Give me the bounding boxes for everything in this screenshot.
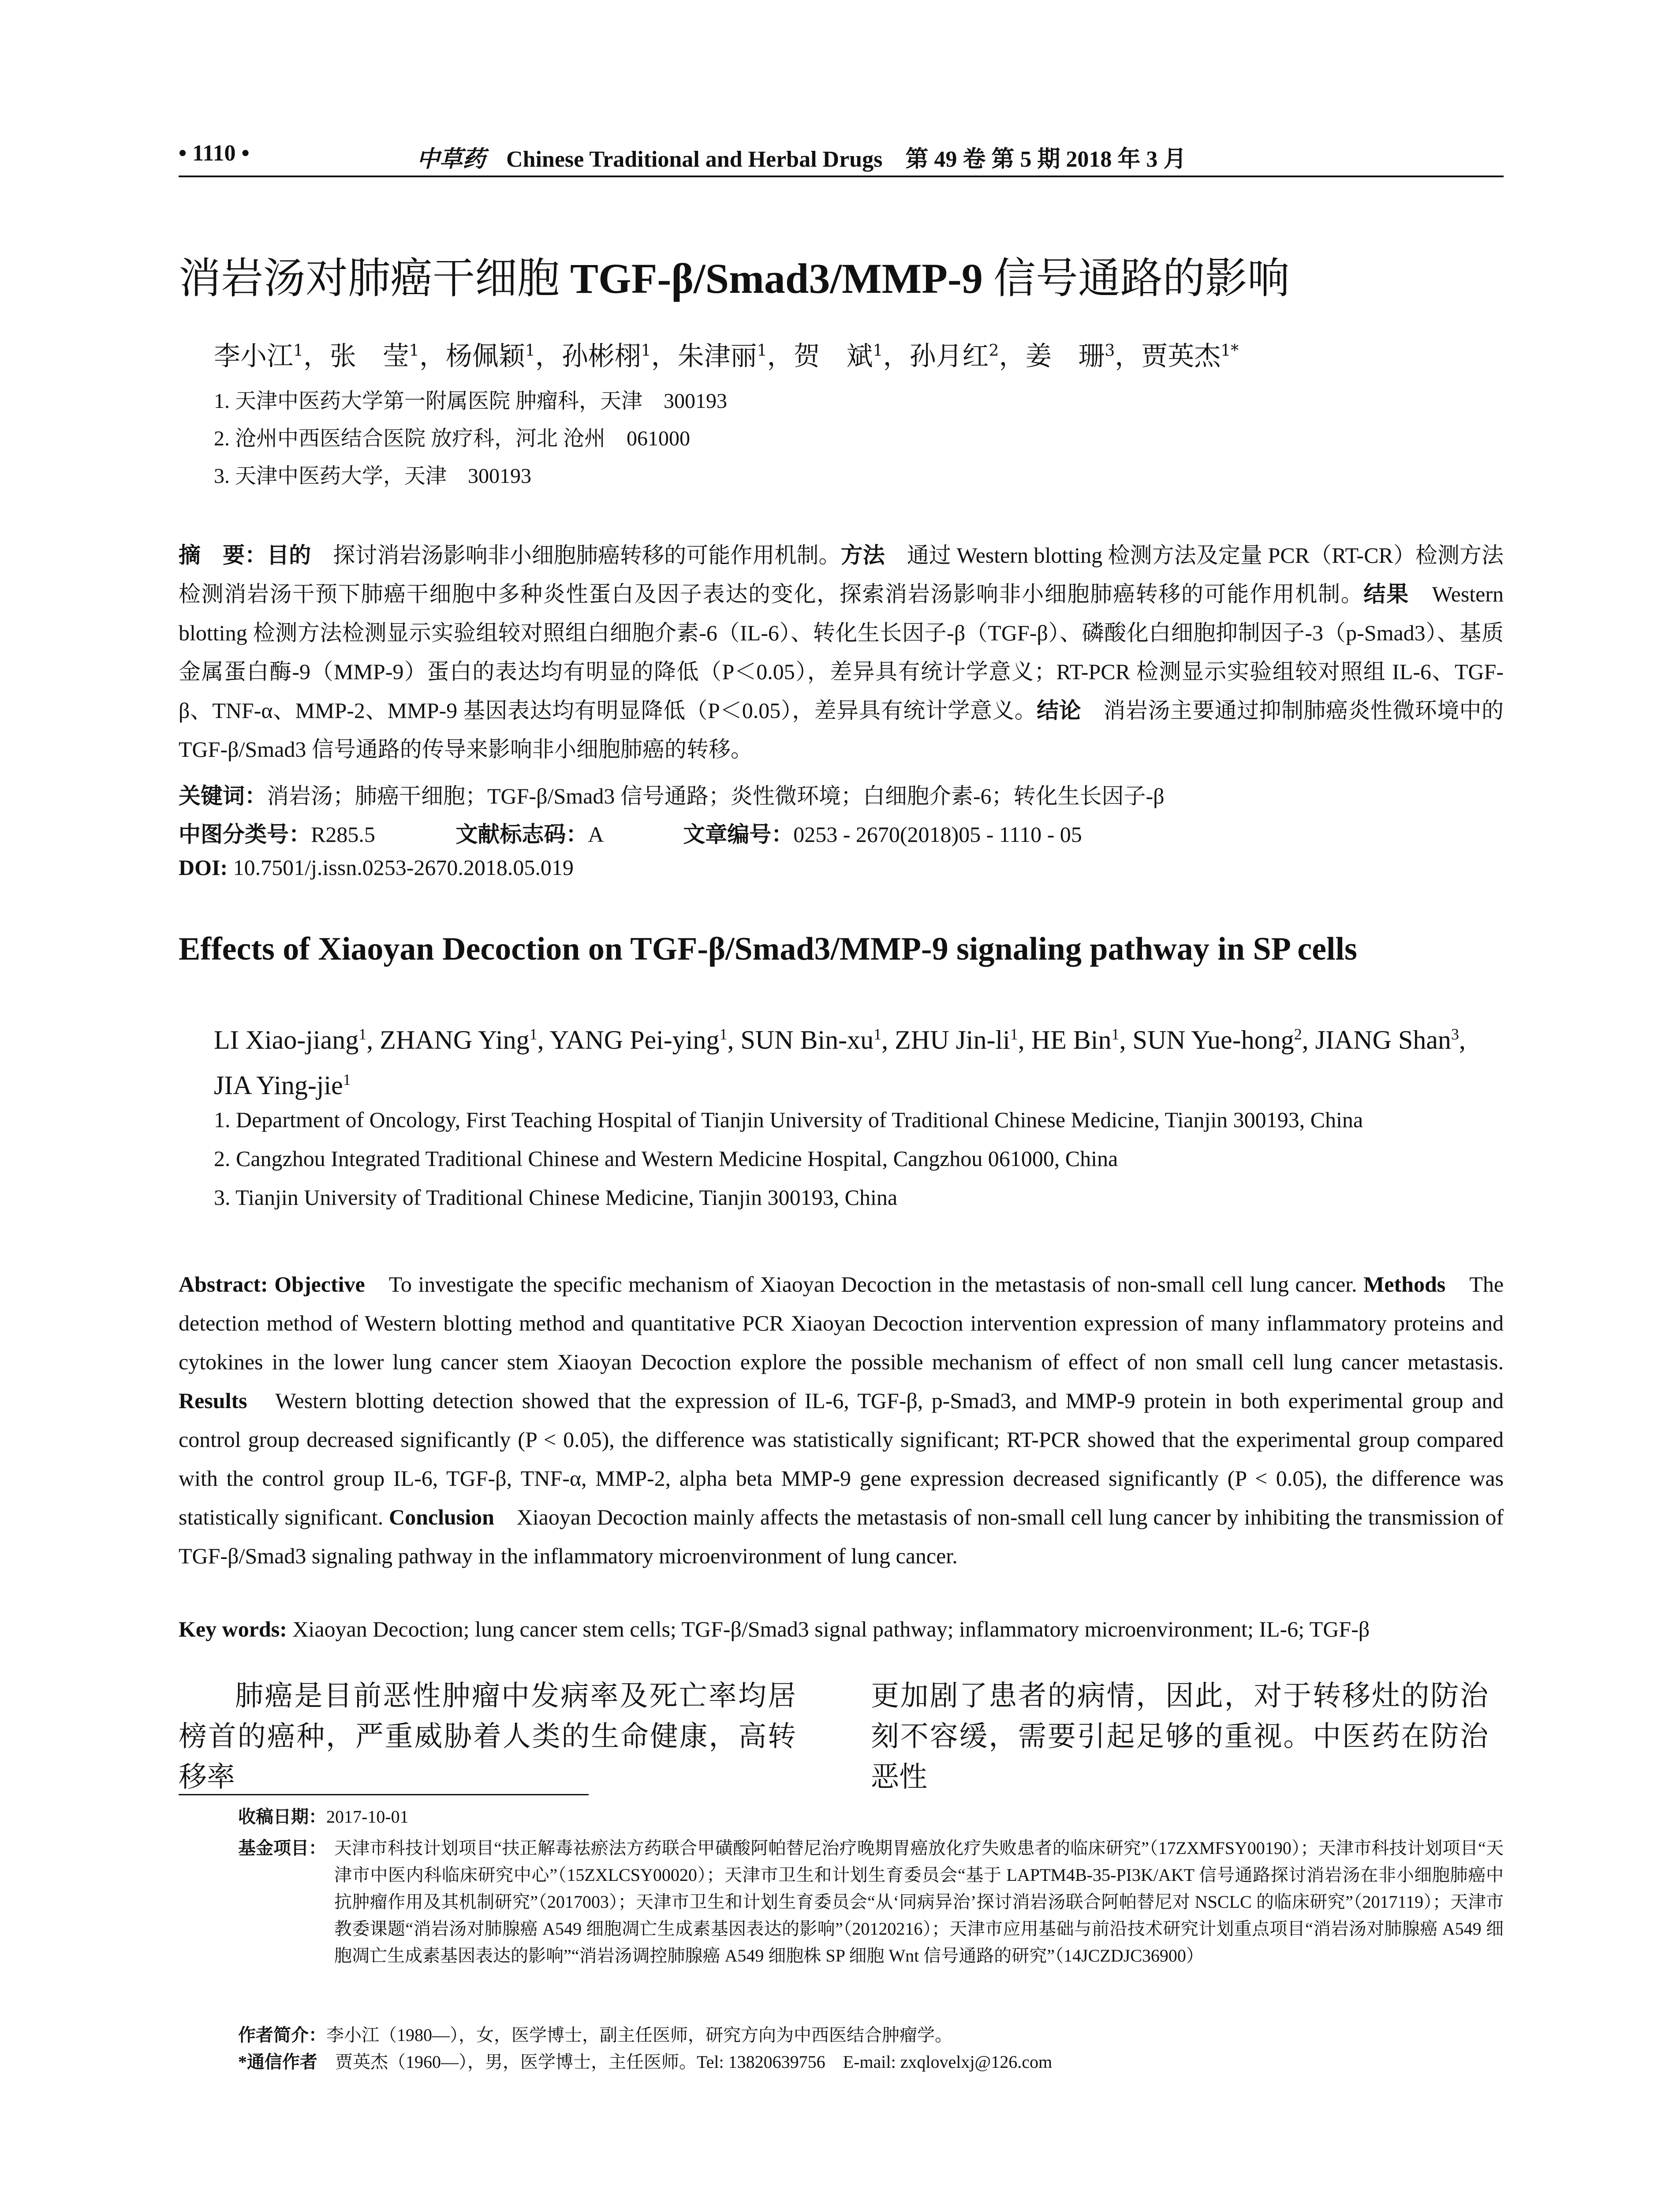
affiliation-en-3: 3. Tianjin University of Traditional Chinese Medicine, Tianjin 300193, China bbox=[214, 1185, 898, 1210]
author-name: 朱津丽 bbox=[677, 341, 757, 372]
en-author-2: ZHANG Ying$^1$, bbox=[380, 1025, 550, 1054]
author-name: SUN Bin-xu bbox=[740, 1025, 874, 1054]
cn-author-1: 李小江$^1$， bbox=[214, 341, 330, 372]
affiliation-en-1: 1. Department of Oncology, First Teaching Hospital of Tianjin University of Traditional Chinese Medicine, Tianjin 300193, China bbox=[214, 1107, 1363, 1132]
cn-author-6: 贺 斌$^1$， bbox=[793, 341, 910, 372]
running-header bbox=[179, 140, 1501, 171]
journal-name-en: Chinese Traditional and Herbal Drugs bbox=[506, 147, 883, 172]
author-affiliation-mark: 1 bbox=[1010, 1025, 1018, 1043]
author-affiliation-mark: 1 bbox=[343, 1071, 351, 1088]
header-rule bbox=[179, 176, 1504, 177]
article-title-cn: 消岩汤对肺癌干细胞 TGF-β/Smad3/MMP-9 信号通路的影响 bbox=[179, 255, 1290, 302]
en-author-9 bbox=[214, 1071, 351, 1100]
author-name: 孙月红 bbox=[909, 341, 989, 372]
author-affiliation-mark: 1 bbox=[1111, 1025, 1120, 1043]
author-name: LI Xiao-jiang bbox=[214, 1025, 359, 1054]
footnote-author-bio: 作者简介：李小江（1980—），女，医学博士，副主任医师，研究方向为中西医结合肿瘤学。 bbox=[238, 2025, 952, 2045]
author-list-cn bbox=[214, 335, 1239, 373]
author-name: ZHU Jin-li bbox=[895, 1025, 1010, 1054]
author-affiliation-mark: 1 bbox=[873, 342, 883, 360]
author-name: 杨佩颖 bbox=[445, 341, 525, 372]
abstract-en: Abstract: Objective To investigate the specific mechanism of Xiaoyan Decoction in the metastasis of non-small cell lung cancer. Methods The detection method of Western blotting method and quantitative PCR Xiaoyan Decoction intervention expression of many inflammatory proteins and cytokines in the lower lung cancer stem Xiaoyan Decoction explore the possible mechanism of effect of non small cell lung cancer metastasis. Results Western blotting detection showed that the expression of IL-6, TGF-β, p-Smad3, and MMP-9 protein in both experimental group and control group decreased significantly (P < 0.05), the difference was statistically significant; RT-PCR showed that the experimental group compared with the control group IL-6, TGF-β, TNF-α, MMP-2, alpha beta MMP-9 gene expression decreased significantly (P < 0.05), the difference was statistically significant. Conclusion Xiaoyan Decoction mainly affects the metastasis of non-small cell lung cancer by inhibiting the transmission of TGF-β/Smad3 signaling pathway in the inflammatory microenvironment of lung cancer. bbox=[179, 1272, 1504, 1568]
en-author-4: SUN Bin-$xu^1$, bbox=[740, 1025, 895, 1054]
page-number: • 1110 • bbox=[179, 141, 250, 166]
cn-author-5: 朱津丽$^1$， bbox=[677, 341, 794, 372]
author-affiliation-mark: 1* bbox=[1221, 342, 1239, 360]
author-affiliation-mark: 1 bbox=[529, 1025, 538, 1043]
doi-link[interactable]: 10.7501/j.issn.0253-2670.2018.05.019 bbox=[233, 855, 574, 880]
keywords-en: Key words: Xiaoyan Decoction; lung cancer stem cells; TGF-β/Smad3 signal pathway; inflammatory microenvironment; IL-6; TGF-β bbox=[179, 1617, 1370, 1641]
author-affiliation-mark: 2 bbox=[989, 342, 999, 360]
footnote-funding: 基金项目： 天津市科技计划项目“扶正解毒祛瘀法方药联合甲磺酸阿帕替尼治疗晚期胃癌放化疗失败患者的临床研究”（17ZXMFSY00190）；天津市科技计划项目“天津市中医内科临床研究中心”（15ZXLCSY00020）；天津市卫生和计划生育委员会“基于 LAPTM4B-35-PI3K/AKT 信号通路探讨消岩汤在非小细胞肺癌中抗肿瘤作用及其机制研究”（2017003）；天津市卫生和计划生育委员会“从‘同病异治’探讨消岩汤联合阿帕替尼对 NSCLC 的临床研究”（2017119）；天津市教委课题“消岩汤对肺腺癌 A549 细胞凋亡生成素基因表达的影响”（20120216）；天津市应用基础与前沿技术研究计划重点项目“消岩汤对肺腺癌 A549 细胞凋亡生成素基因表达的影响”“消岩汤调控肺腺癌 A549 细胞株 SP 细胞 Wnt 信号通路的研究”（14JCZDJC36900） bbox=[238, 1838, 1504, 1966]
author-name: 孙彬栩 bbox=[561, 341, 641, 372]
article-title-en: Effects of Xiaoyan Decoction on TGF-β/Smad3/MMP-9 signaling pathway in SP cells bbox=[179, 931, 1357, 967]
en-author-3: YANG Pei-ying$^1$, bbox=[549, 1025, 741, 1054]
author-name: 贾英杰 bbox=[1141, 341, 1221, 372]
en-author-5: ZHU Jin-$li^1$, bbox=[895, 1025, 1031, 1054]
en-author-6: HE Bin$^1$, bbox=[1031, 1025, 1133, 1054]
author-affiliation-mark: 1 bbox=[874, 1025, 882, 1043]
author-list-en bbox=[214, 1014, 1506, 1105]
author-affiliation-mark: 1 bbox=[409, 342, 419, 360]
en-author-7: SUN Yue-hong$^2$, bbox=[1132, 1025, 1315, 1054]
body-text-col-1: 肺癌是目前恶性肿瘤中发病率及死亡率均居榜首的癌种，严重威胁着人类的生命健康，高转移率 bbox=[179, 1680, 796, 1793]
classification-line: 中图分类号：R285.5 文献标志码：A 文章编号：0253 - 2670(2018)05 - 1110 - 05 bbox=[179, 822, 1082, 847]
body-text-col-2: 更加剧了患者的病情，因此，对于转移灶的防治刻不容缓，需要引起足够的重视。中医药在防治恶性 bbox=[871, 1680, 1488, 1793]
en-author-8: JIANG Shan$^3$, bbox=[1315, 1025, 1466, 1054]
author-name: 贺 斌 bbox=[793, 341, 873, 372]
cn-author-3: 杨佩颖$^1$， bbox=[445, 341, 562, 372]
author-affiliation-mark: 1 bbox=[757, 342, 767, 360]
author-name: YANG Pei-ying bbox=[549, 1025, 720, 1054]
cn-author-4: 孙彬栩$^1$， bbox=[561, 341, 678, 372]
author-name: 姜 珊 bbox=[1025, 341, 1105, 372]
author-affiliation-mark: 1 bbox=[525, 342, 535, 360]
author-name: JIA Ying-jie bbox=[214, 1071, 343, 1100]
affiliation-cn-1: 1. 天津中医药大学第一附属医院 肿瘤科，天津 300193 bbox=[214, 389, 728, 413]
footnote-rule bbox=[179, 1794, 589, 1795]
author-affiliation-mark: 1 bbox=[293, 342, 303, 360]
footnote-corresponding: *通信作者 贾英杰（1960—），男，医学博士，主任医师。Tel: 13820639756 E-mail: zxqlovelxj@126.com bbox=[238, 2052, 1053, 2072]
cn-author-9 bbox=[1141, 341, 1239, 372]
journal-logo-cn: 中草药 bbox=[417, 146, 486, 172]
affiliation-cn-2: 2. 沧州中西医结合医院 放疗科，河北 沧州 061000 bbox=[214, 427, 691, 450]
author-affiliation-mark: 3 bbox=[1105, 342, 1115, 360]
author-name: ZHANG Ying bbox=[380, 1025, 530, 1054]
doi-line: DOI: 10.7501/j.issn.0253-2670.2018.05.019 bbox=[179, 855, 574, 880]
en-author-1: LI Xiao-jiang$^1$, bbox=[214, 1025, 380, 1054]
affiliation-cn-3: 3. 天津中医药大学，天津 300193 bbox=[214, 464, 532, 488]
abstract-cn: 摘 要：目的 探讨消岩汤影响非小细胞肺癌转移的可能作用机制。方法 通过 Western blotting 检测方法及定量 PCR（RT-CR）检测方法检测消岩汤干预下肺癌干细胞中多种炎性蛋白及因子表达的变化，探索消岩汤影响非小细胞肺癌转移的可能作用机制。结果 Western blotting 检测方法检测显示实验组较对照组白细胞介素-6（IL-6）、转化生长因子-β（TGF-β）、磷酸化白细胞抑制因子-3（p-Smad3）、基质金属蛋白酶-9（MMP-9）蛋白的表达均有明显的降低（P＜0.05），差异具有统计学意义；RT-PCR 检测显示实验组较对照组 IL-6、TGF-β、TNF-α、MMP-2、MMP-9 基因表达均有明显降低（P＜0.05），差异具有统计学意义。结论 消岩汤主要通过抑制肺癌炎性微环境中的 TGF-β/Smad3 信号通路的传导来影响非小细胞肺癌的转移。 bbox=[179, 543, 1504, 762]
journal-issue: 第 49 卷 第 5 期 2018 年 3 月 bbox=[905, 147, 1187, 172]
author-affiliation-mark: 1 bbox=[719, 1025, 728, 1043]
author-affiliation-mark: 1 bbox=[641, 342, 651, 360]
cn-author-7: 孙月红$^2$， bbox=[909, 341, 1026, 372]
keywords-cn: 关键词：消岩汤；肺癌干细胞；TGF-β/Smad3 信号通路；炎性微环境；白细胞介素-6；转化生长因子-β bbox=[179, 784, 1165, 808]
affiliation-en-2: 2. Cangzhou Integrated Traditional Chinese and Western Medicine Hospital, Cangzhou 061000, China bbox=[214, 1146, 1118, 1171]
cn-author-2: 张 莹$^1$， bbox=[329, 341, 446, 372]
footnote-received: 收稿日期：2017-10-01 bbox=[238, 1807, 409, 1827]
author-affiliation-mark: 2 bbox=[1294, 1025, 1302, 1043]
author-affiliation-mark: 1 bbox=[358, 1025, 367, 1043]
cn-author-8: 姜 珊$^3$， bbox=[1025, 341, 1142, 372]
journal-name bbox=[417, 140, 1186, 173]
author-name: HE Bin bbox=[1031, 1025, 1112, 1054]
author-affiliation-mark: 3 bbox=[1451, 1025, 1459, 1043]
author-name: 张 莹 bbox=[329, 341, 409, 372]
author-name: JIANG Shan bbox=[1315, 1025, 1451, 1054]
author-name: 李小江 bbox=[214, 341, 293, 372]
author-name: SUN Yue-hong bbox=[1132, 1025, 1294, 1054]
